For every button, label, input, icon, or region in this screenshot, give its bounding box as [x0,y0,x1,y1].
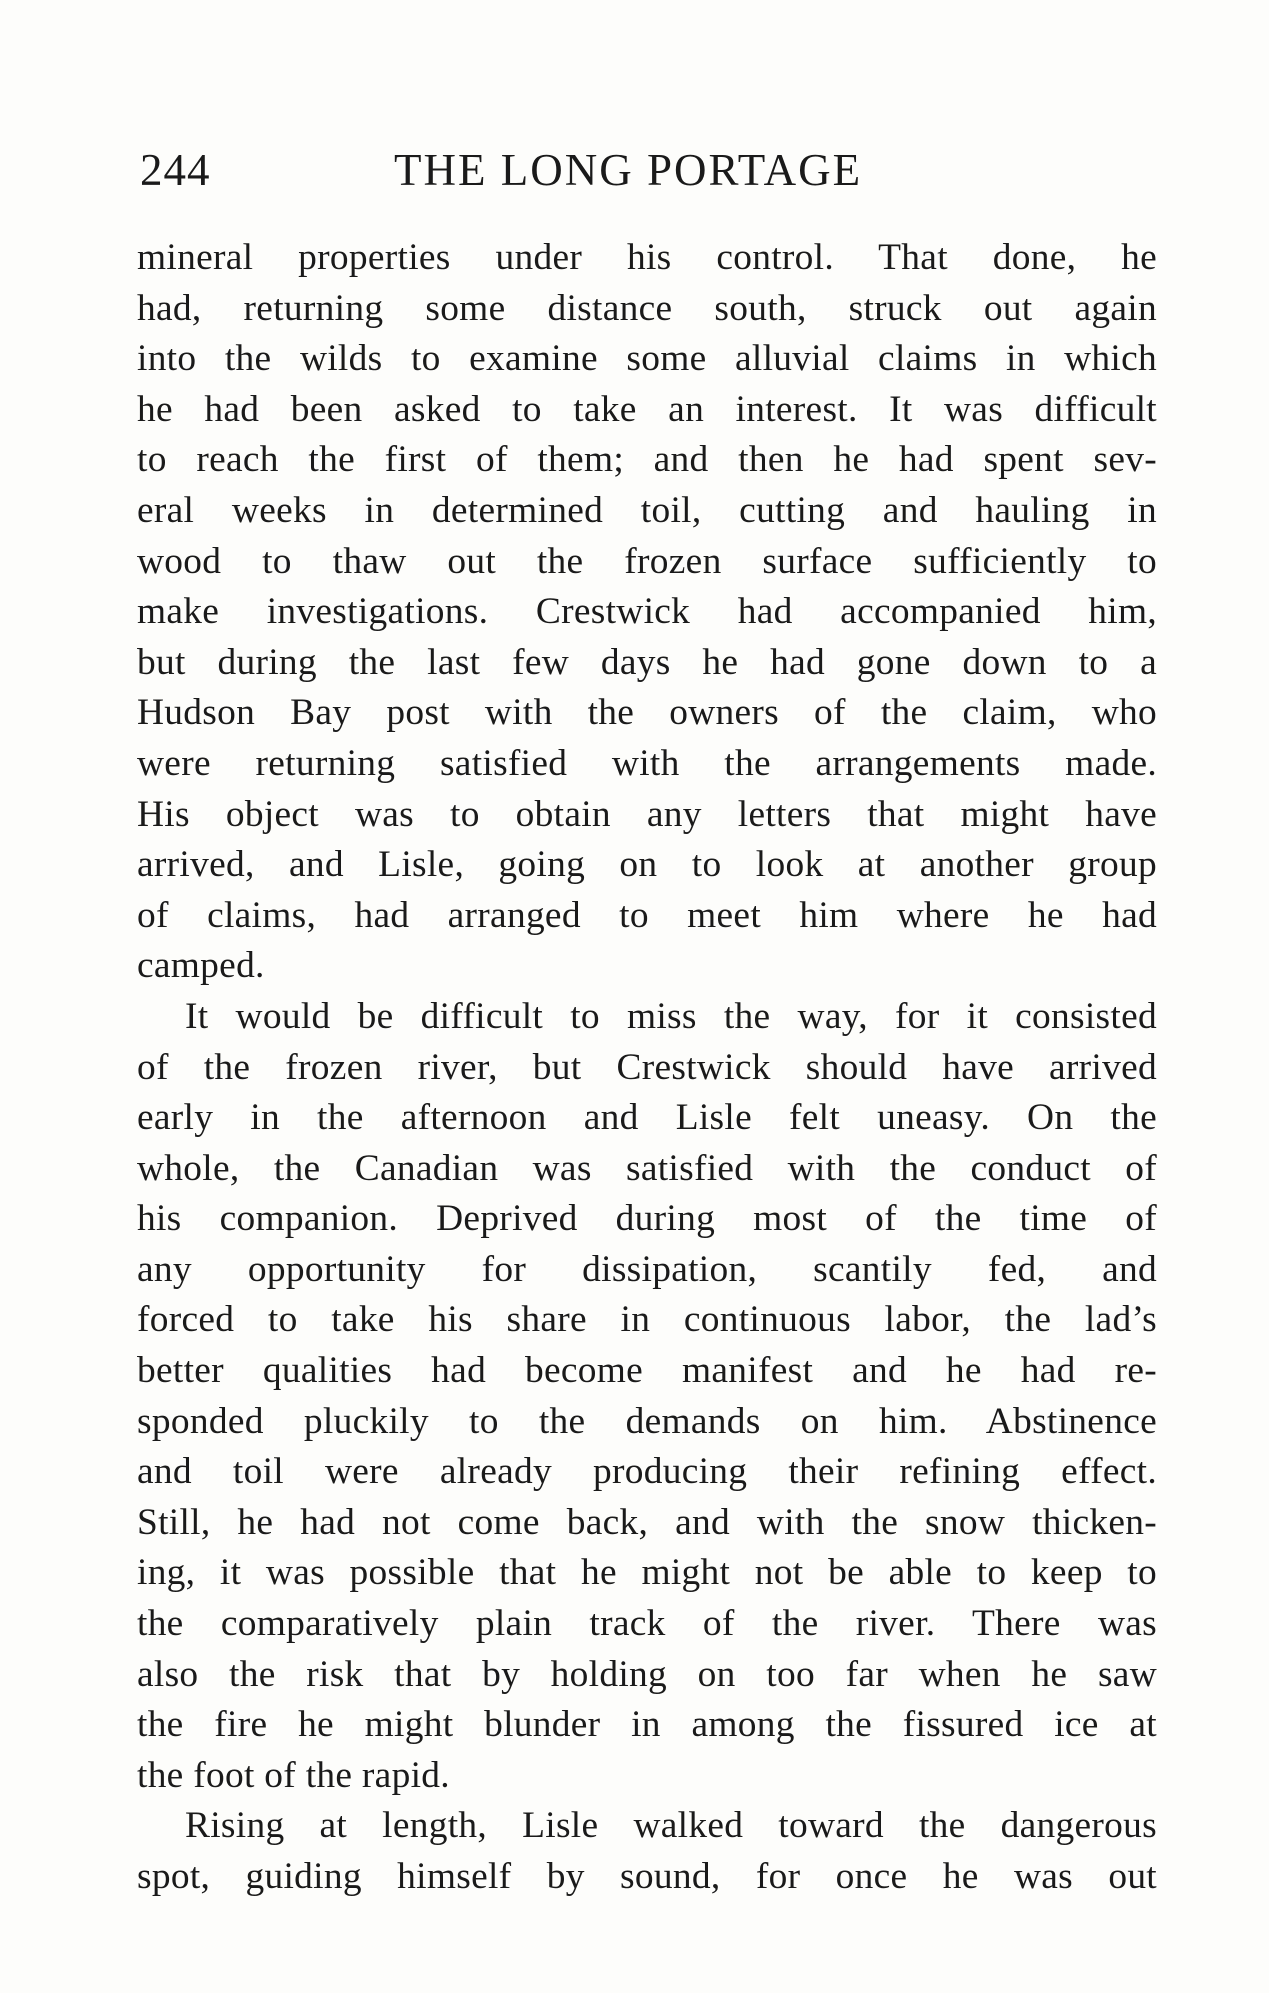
text-line: better qualities had become manifest and he had re- [137,1350,1157,1392]
text-line: eral weeks in determined toil, cutting and hauling in [137,489,1157,531]
text-line: forced to take his share in continuous labor, the lad’s [137,1299,1157,1341]
text-line: It would be difficult to miss the way, for it consisted [185,995,1157,1037]
text-line: the fire he might blunder in among the fissured ice at [137,1704,1157,1746]
page-number: 244 [140,145,211,195]
text-line: wood to thaw out the frozen surface sufficiently to [137,540,1157,582]
text-line: arrived, and Lisle, going on to look at another group [137,844,1157,886]
text-line: mineral properties under his control. That done, he [137,237,1157,278]
text-line: Hudson Bay post with the owners of the claim, who [137,692,1157,734]
text-line: early in the afternoon and Lisle felt uneasy. On the [137,1097,1157,1139]
text-line: he had been asked to take an interest. It was difficult [137,388,1157,430]
text-line: of claims, had arranged to meet him where he had [137,894,1157,936]
text-line: the comparatively plain track of the river. There was [137,1603,1157,1645]
text-line: also the risk that by holding on too far when he saw [137,1653,1157,1695]
text-line: Still, he had not come back, and with the snow thicken- [137,1501,1157,1543]
text-line: ing, it was possible that he might not be able to keep to [137,1552,1157,1594]
text-line: His object was to obtain any letters that might have [137,793,1157,835]
text-line: had, returning some distance south, struck out again [137,287,1157,329]
body-text [137,233,1157,1903]
text-line: any opportunity for dissipation, scantily fed, and [137,1248,1157,1290]
text-line: to reach the first of them; and then he had spent sev- [137,439,1157,481]
text-line: were returning satisfied with the arrangements made. [137,742,1157,784]
text-line: spot, guiding himself by sound, for once he was out [137,1856,1157,1897]
text-line: his companion. Deprived during most of the time of [137,1198,1157,1240]
text-line: make investigations. Crestwick had accompanied him, [137,591,1157,633]
text-line: the foot of the rapid. [137,1754,450,1796]
paragraph-2 [137,992,1157,1802]
text-line: and toil were already producing their refining effect. [137,1451,1157,1493]
running-head [140,140,1140,200]
text-line: sponded pluckily to the demands on him. Abstinence [137,1400,1157,1442]
book-title: THE LONG PORTAGE [394,145,863,195]
text-line: into the wilds to examine some alluvial claims in which [137,338,1157,380]
text-line: but during the last few days he had gone down to a [137,641,1157,683]
text-line: camped. [137,945,265,987]
paragraph-1 [137,233,1157,992]
paragraph-3 [137,1801,1157,1902]
text-line: Rising at length, Lisle walked toward the dangerous [185,1805,1157,1847]
text-line: whole, the Canadian was satisfied with the conduct of [137,1147,1157,1189]
text-line: of the frozen river, but Crestwick should have arrived [137,1046,1157,1088]
